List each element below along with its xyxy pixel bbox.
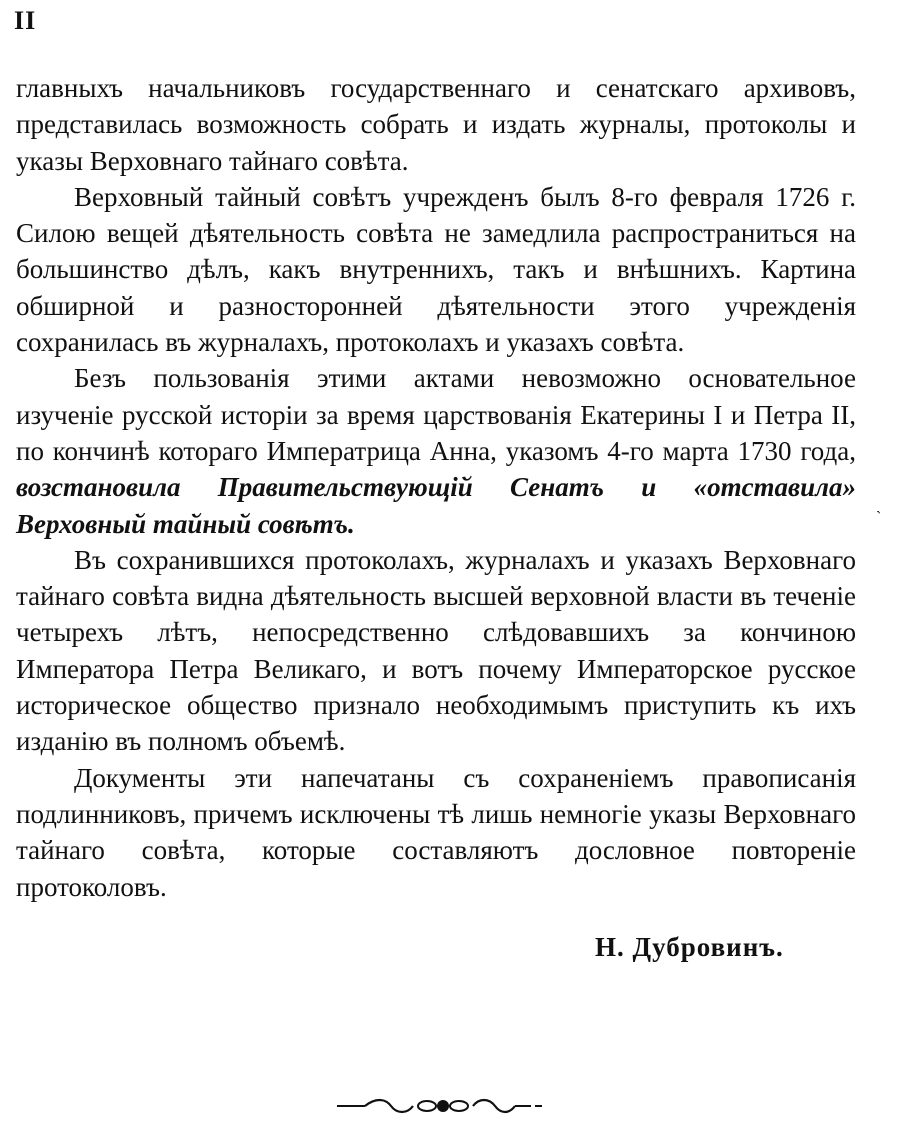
decorative-scroll-icon bbox=[335, 1094, 545, 1118]
margin-mark: ˎ bbox=[876, 497, 882, 514]
paragraph-text: Документы эти напечатаны съ сохраненіемъ правописанія подлинниковъ, причемъ исключены тѣ лишь немногіе указы Верховнаго тайнаго совѣта, которые составляютъ дословное повтореніе протоколовъ. bbox=[16, 762, 856, 902]
paragraph-text: Верховный тайный совѣтъ учрежденъ былъ 8-го февраля 1726 г. Силою вещей дѣятельность совѣта не замедлила распространиться на большинство дѣлъ, какъ внутреннихъ, такъ и внѣшнихъ. Картина обширной и разносторонней дѣятельности этого учрежденія сохранилась въ журналахъ, протоколахъ и указахъ совѣта. bbox=[16, 181, 856, 358]
paragraph-text: главныхъ начальниковъ государственнаго и сенатскаго архивовъ, представилась возможность собрать и издать журналы, протоколы и указы Верховнаго тайнаго совѣта. bbox=[16, 73, 856, 176]
paragraph-text: Въ сохранившихся протоколахъ, журналахъ и указахъ Верховнаго тайнаго совѣта видна дѣятельность высшей верховной власти въ теченіе четырехъ лѣтъ, непосредственно слѣдовавшихъ за кончиною Императора Петра Великаго, и вотъ почему Императорское русское историческое общество признало необходимымъ приступить къ ихъ изданію въ полномъ объемѣ. bbox=[16, 544, 856, 757]
paragraph-text: Безъ пользованія этими актами невозможно основательное изученіе русской исторіи за время царствованія Екатерины I и Петра II, по кончинѣ котораго Императрица Анна, указомъ 4-го марта 1730 года, bbox=[16, 363, 856, 466]
paragraph bbox=[16, 542, 856, 760]
italic-emphasis: возстановила Правительствующій Сенатъ и «отставила» Верховный тайный совѣтъ. bbox=[16, 472, 856, 539]
signature: Н. Дубровинъ. bbox=[595, 932, 784, 962]
paragraph bbox=[16, 70, 856, 179]
paragraph bbox=[16, 760, 856, 905]
paragraph bbox=[16, 360, 856, 541]
page-number: II bbox=[14, 6, 37, 35]
body-text bbox=[16, 70, 856, 905]
paragraph bbox=[16, 179, 856, 360]
